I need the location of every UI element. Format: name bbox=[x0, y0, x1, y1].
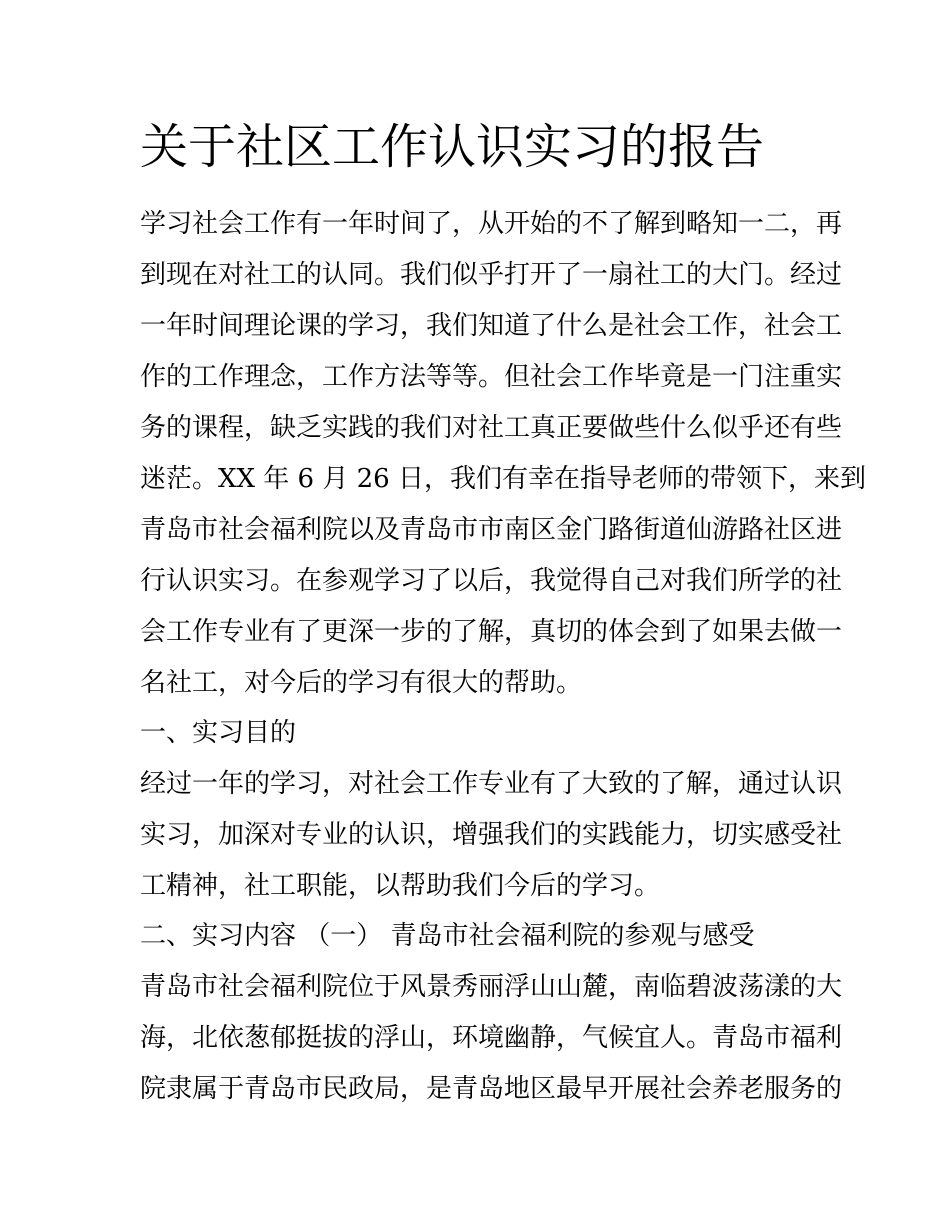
paragraph-line: 海，北依葱郁挺拔的浮山，环境幽静，气候宜人。青岛市福利 bbox=[140, 1023, 843, 1053]
paragraph-line: 迷茫。XX 年 6 月 26 日，我们有幸在指导老师的带领下，来到 bbox=[140, 464, 866, 494]
paragraph-line: 务的课程，缺乏实践的我们对社工真正要做些什么似乎还有些 bbox=[140, 413, 843, 443]
section-heading: 一、实习目的 bbox=[140, 718, 297, 748]
paragraph-line: 一年时间理论课的学习，我们知道了什么是社会工作，社会工 bbox=[140, 311, 843, 341]
paragraph-line: 院隶属于青岛市民政局，是青岛地区最早开展社会养老服务的 bbox=[140, 1074, 843, 1104]
paragraph-line: 到现在对社工的认同。我们似乎打开了一扇社工的大门。经过 bbox=[140, 260, 843, 290]
paragraph-line: 工精神，社工职能，以帮助我们今后的学习。 bbox=[140, 871, 661, 901]
paragraph-line: 行认识实习。在参观学习了以后，我觉得自己对我们所学的社 bbox=[140, 566, 843, 596]
paragraph-line: 青岛市社会福利院以及青岛市市南区金门路街道仙游路社区进 bbox=[140, 515, 843, 545]
document-title: 关于社区工作认识实习的报告 bbox=[140, 119, 765, 175]
section-heading: 二、实习内容 （一） 青岛市社会福利院的参观与感受 bbox=[140, 921, 755, 951]
paragraph-line: 实习，加深对专业的认识，增强我们的实践能力，切实感受社 bbox=[140, 820, 843, 850]
paragraph-line: 学习社会工作有一年时间了，从开始的不了解到略知一二，再 bbox=[140, 209, 843, 239]
paragraph-line: 会工作专业有了更深一步的了解，真切的体会到了如果去做一 bbox=[140, 617, 843, 647]
paragraph-line: 青岛市社会福利院位于风景秀丽浮山山麓，南临碧波荡漾的大 bbox=[140, 972, 843, 1002]
paragraph-line: 作的工作理念，工作方法等等。但社会工作毕竟是一门注重实 bbox=[140, 362, 843, 392]
paragraph-line: 名社工，对今后的学习有很大的帮助。 bbox=[140, 668, 583, 698]
paragraph-line: 经过一年的学习，对社会工作专业有了大致的了解，通过认识 bbox=[140, 769, 843, 799]
